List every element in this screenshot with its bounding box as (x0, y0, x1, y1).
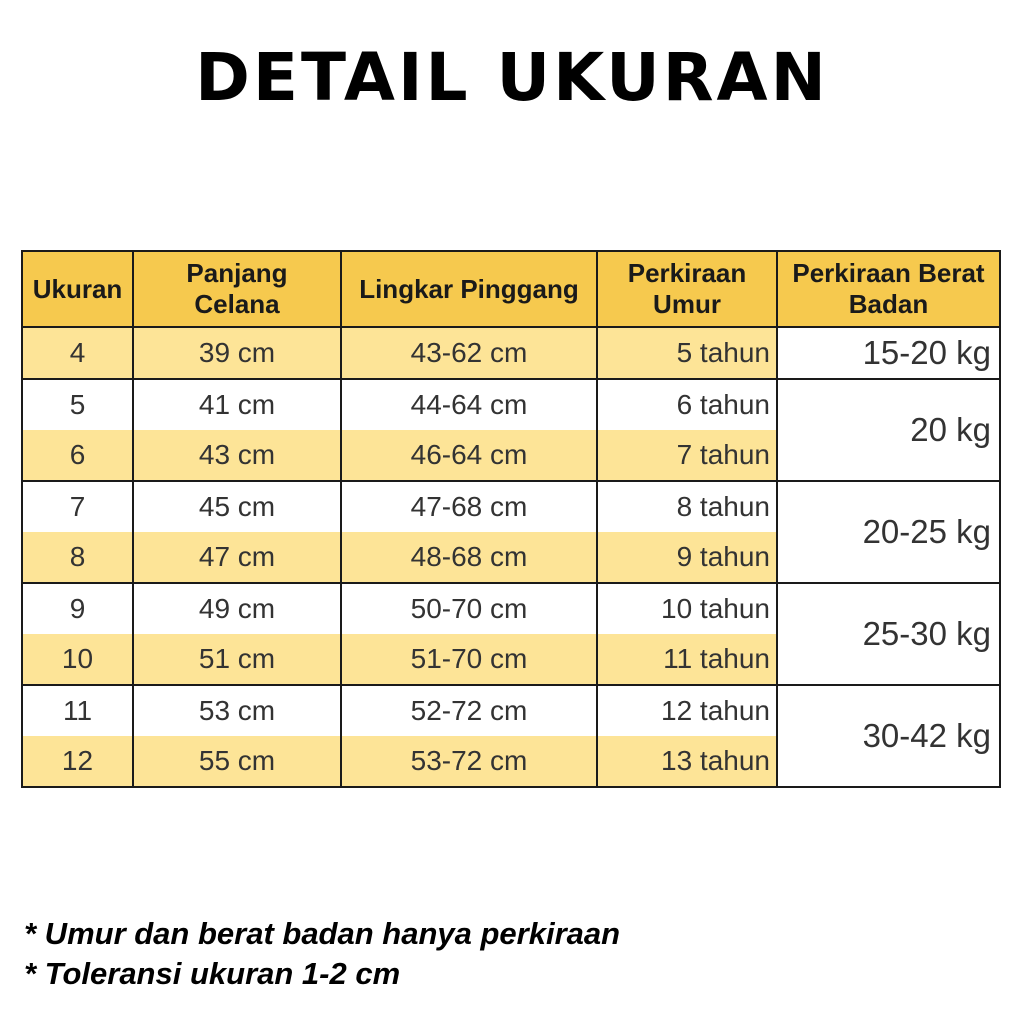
cell-length: 51 cm (133, 634, 341, 685)
cell-waist: 46-64 cm (341, 430, 597, 481)
cell-size: 5 (22, 379, 133, 430)
cell-length: 45 cm (133, 481, 341, 532)
cell-weight: 30-42 kg (777, 685, 1000, 787)
cell-waist: 51-70 cm (341, 634, 597, 685)
cell-waist: 50-70 cm (341, 583, 597, 634)
table-row (22, 583, 1000, 634)
cell-age: 12 tahun (597, 685, 777, 736)
cell-age: 13 tahun (597, 736, 777, 787)
cell-length: 49 cm (133, 583, 341, 634)
header-age: Perkiraan Umur (597, 251, 777, 327)
cell-length: 55 cm (133, 736, 341, 787)
cell-age: 9 tahun (597, 532, 777, 583)
cell-waist: 53-72 cm (341, 736, 597, 787)
cell-length: 41 cm (133, 379, 341, 430)
cell-size: 10 (22, 634, 133, 685)
page-title: DETAIL UKURAN (195, 39, 829, 116)
cell-length: 47 cm (133, 532, 341, 583)
note-line: * Toleransi ukuran 1-2 cm (24, 956, 401, 991)
cell-length: 53 cm (133, 685, 341, 736)
cell-size: 7 (22, 481, 133, 532)
cell-weight: 20 kg (777, 379, 1000, 481)
cell-weight: 15-20 kg (777, 327, 1000, 379)
cell-length: 39 cm (133, 327, 341, 379)
cell-age: 10 tahun (597, 583, 777, 634)
cell-waist: 43-62 cm (341, 327, 597, 379)
table-row (22, 481, 1000, 532)
cell-size: 11 (22, 685, 133, 736)
cell-size: 8 (22, 532, 133, 583)
header-weight: Perkiraan Berat Badan (777, 251, 1000, 327)
cell-age: 8 tahun (597, 481, 777, 532)
cell-waist: 44-64 cm (341, 379, 597, 430)
cell-waist: 48-68 cm (341, 532, 597, 583)
notes (24, 914, 620, 994)
cell-size: 6 (22, 430, 133, 481)
cell-waist: 47-68 cm (341, 481, 597, 532)
table-row (22, 327, 1000, 379)
cell-size: 4 (22, 327, 133, 379)
table-row (22, 379, 1000, 430)
cell-waist: 52-72 cm (341, 685, 597, 736)
cell-age: 11 tahun (597, 634, 777, 685)
size-chart-table (21, 250, 1001, 788)
table-header-row (22, 251, 1000, 327)
table-row (22, 685, 1000, 736)
cell-age: 5 tahun (597, 327, 777, 379)
cell-size: 9 (22, 583, 133, 634)
cell-weight: 25-30 kg (777, 583, 1000, 685)
header-waist: Lingkar Pinggang (341, 251, 597, 327)
header-size: Ukuran (22, 251, 133, 327)
header-length: Panjang Celana (133, 251, 341, 327)
cell-length: 43 cm (133, 430, 341, 481)
cell-size: 12 (22, 736, 133, 787)
cell-age: 7 tahun (597, 430, 777, 481)
note-line: * Umur dan berat badan hanya perkiraan (24, 916, 621, 951)
cell-weight: 20-25 kg (777, 481, 1000, 583)
cell-age: 6 tahun (597, 379, 777, 430)
